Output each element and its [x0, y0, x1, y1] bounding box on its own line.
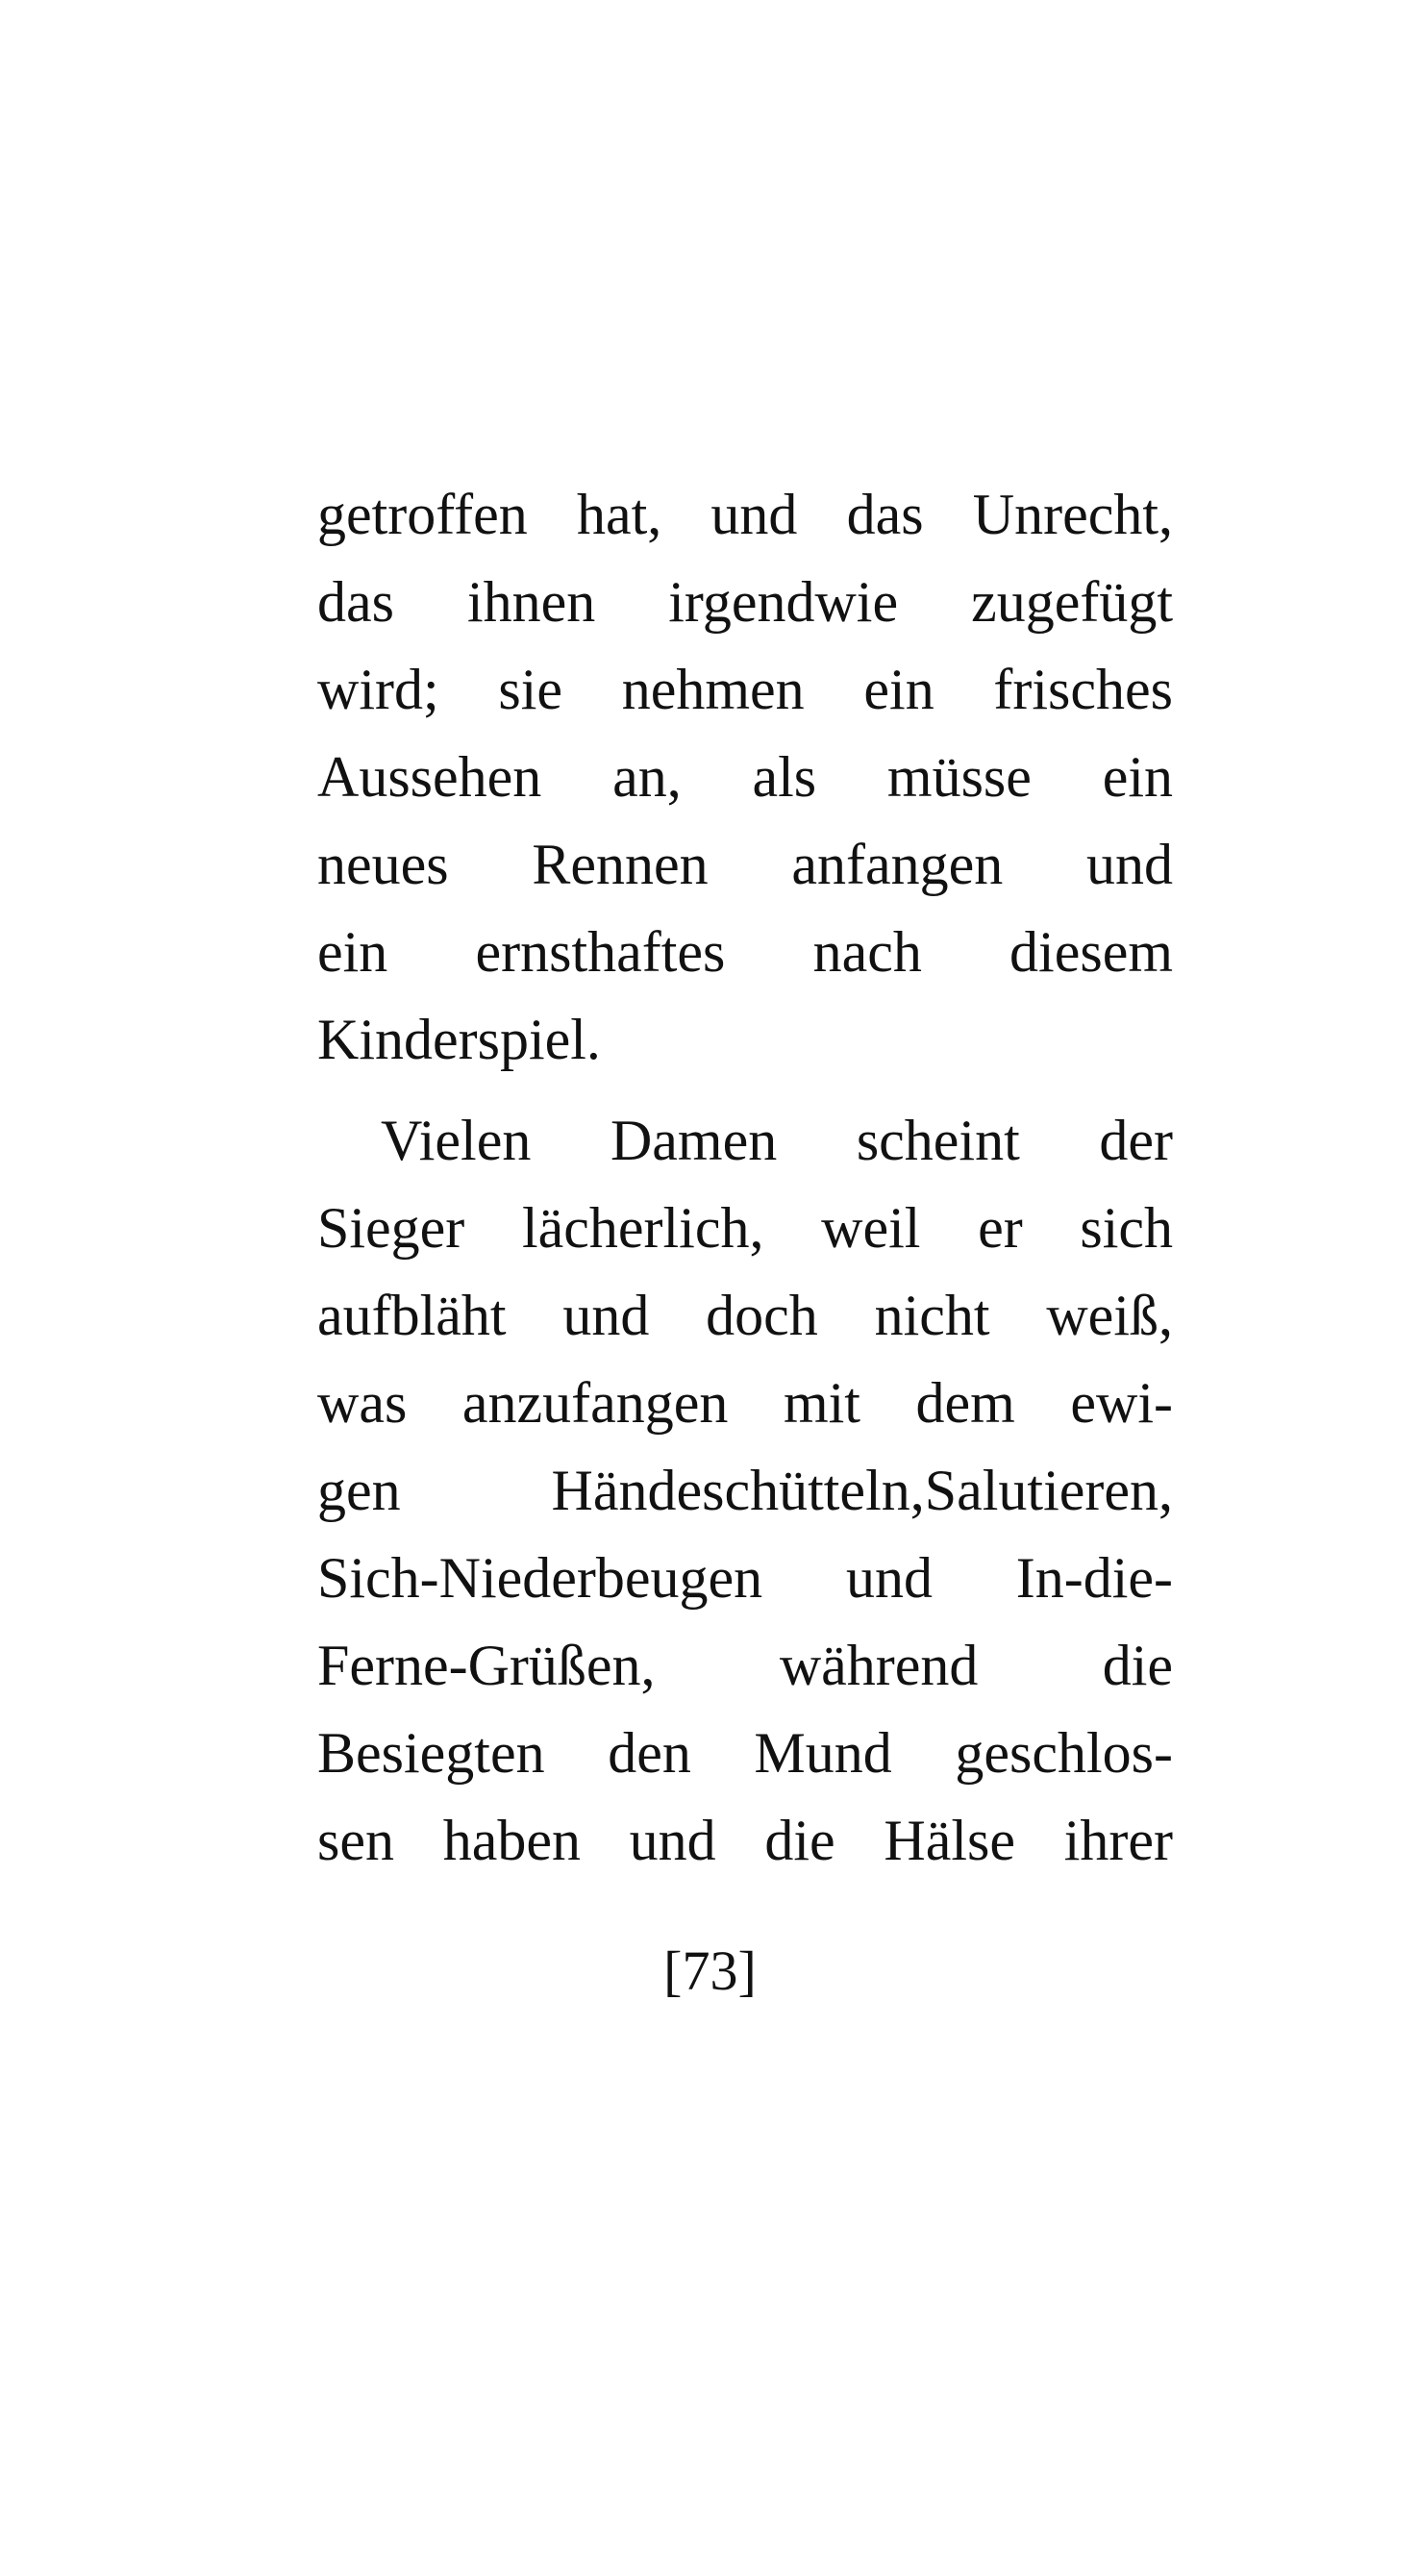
text-line: das ihnen irgendwie zugefügt [317, 570, 1173, 634]
text-line: sen haben und die Hälse ihrer [317, 1809, 1173, 1872]
text-line: Ferne-Grüßen, während die [317, 1634, 1173, 1697]
text-line: neues Rennen anfangen und [317, 833, 1173, 896]
paragraph-2 [317, 1097, 1173, 1885]
text-line: ein ernsthaftes nach diesem [317, 920, 1173, 984]
text-line: Kinderspiel. [317, 1008, 601, 1071]
page-number: [73] [663, 1939, 757, 2002]
text-line: wird; sie nehmen ein frisches [317, 658, 1173, 721]
text-line: getroffen hat, und das Unrecht, [317, 483, 1173, 546]
paragraph-1 [317, 471, 1173, 1084]
text-line: Sieger lächerlich, weil er sich [317, 1196, 1173, 1260]
text-line: Sich-Niederbeugen und In-die- [317, 1546, 1173, 1610]
text-line: Aussehen an, als müsse ein [317, 745, 1173, 809]
text-line: Besiegten den Mund geschlos- [317, 1721, 1173, 1785]
paragraph-gap [317, 1084, 1173, 1097]
body-text [317, 471, 1173, 1885]
text-line: gen Händeschütteln,Salutieren, [317, 1459, 1173, 1522]
text-line: was anzufangen mit dem ewi- [317, 1371, 1173, 1435]
text-line: aufbläht und doch nicht weiß, [317, 1284, 1173, 1347]
text-line: Vielen Damen scheint der [381, 1109, 1173, 1172]
